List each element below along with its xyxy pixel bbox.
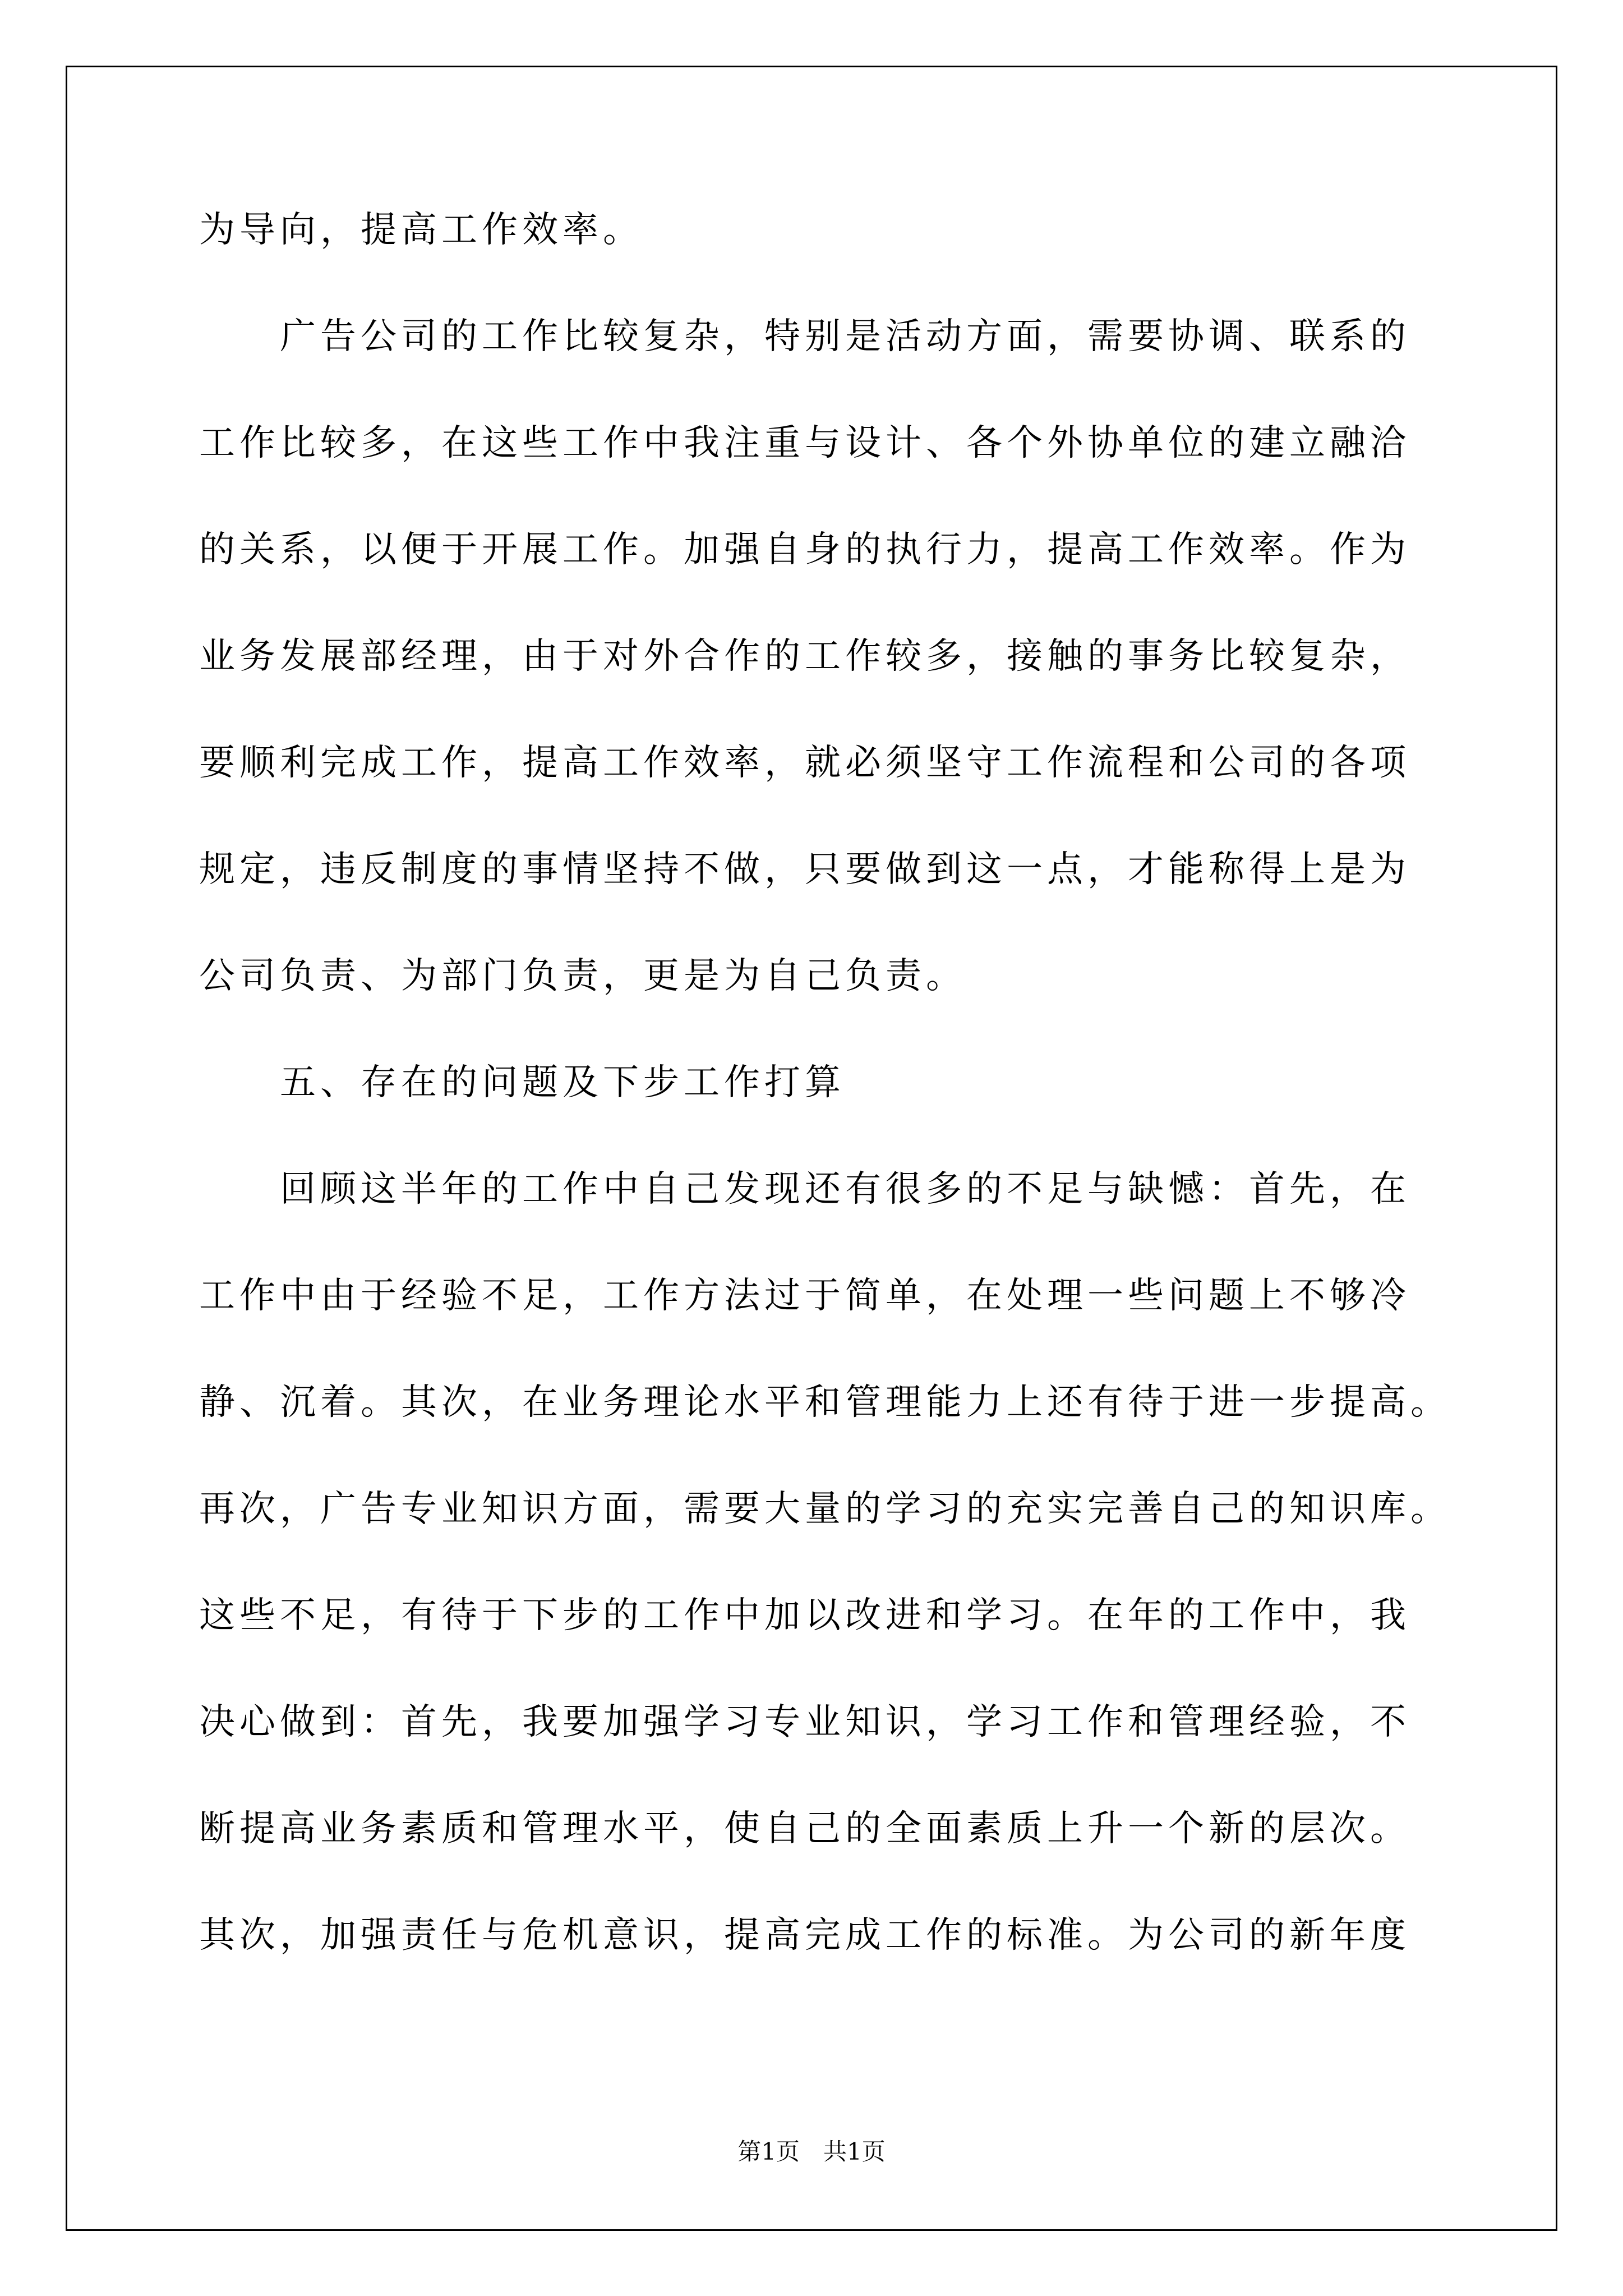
body-line: 广告公司的工作比较复杂，特别是活动方面，需要协调、联系的 <box>199 316 1410 357</box>
body-line: 工作比较多，在这些工作中我注重与设计、各个外协单位的建立融洽 <box>199 422 1410 464</box>
body-line: 决心做到：首先，我要加强学习专业知识，学习工作和管理经验，不 <box>199 1701 1410 1743</box>
body-line: 的关系，以便于开展工作。加强自身的执行力，提高工作效率。作为 <box>199 529 1410 570</box>
body-line: 公司负责、为部门负责，更是为自己负责。 <box>199 955 966 997</box>
body-line: 断提高业务素质和管理水平，使自己的全面素质上升一个新的层次。 <box>199 1808 1410 1849</box>
body-line: 静、沉着。其次，在业务理论水平和管理能力上还有待于进一步提高。 <box>199 1382 1451 1423</box>
body-line: 工作中由于经验不足，工作方法过于简单，在处理一些问题上不够冷 <box>199 1275 1410 1317</box>
body-line: 再次，广告专业知识方面，需要大量的学习的充实完善自己的知识库。 <box>199 1488 1451 1530</box>
page-number-footer: 第1页 共1页 <box>737 2138 886 2165</box>
body-line: 这些不足，有待于下步的工作中加以改进和学习。在年的工作中，我 <box>199 1595 1410 1636</box>
section-heading: 五、存在的问题及下步工作打算 <box>199 1062 845 1103</box>
body-line: 要顺利完成工作，提高工作效率，就必须坚守工作流程和公司的各项 <box>199 742 1410 784</box>
body-line: 为导向，提高工作效率。 <box>199 209 643 251</box>
body-line: 规定，违反制度的事情坚持不做，只要做到这一点，才能称得上是为 <box>199 849 1410 890</box>
body-line: 回顾这半年的工作中自己发现还有很多的不足与缺憾：首先，在 <box>199 1168 1410 1210</box>
page-border <box>66 66 1557 2231</box>
body-line: 业务发展部经理，由于对外合作的工作较多，接触的事务比较复杂， <box>199 636 1410 677</box>
body-line: 其次，加强责任与危机意识，提高完成工作的标准。为公司的新年度 <box>199 1915 1410 1956</box>
